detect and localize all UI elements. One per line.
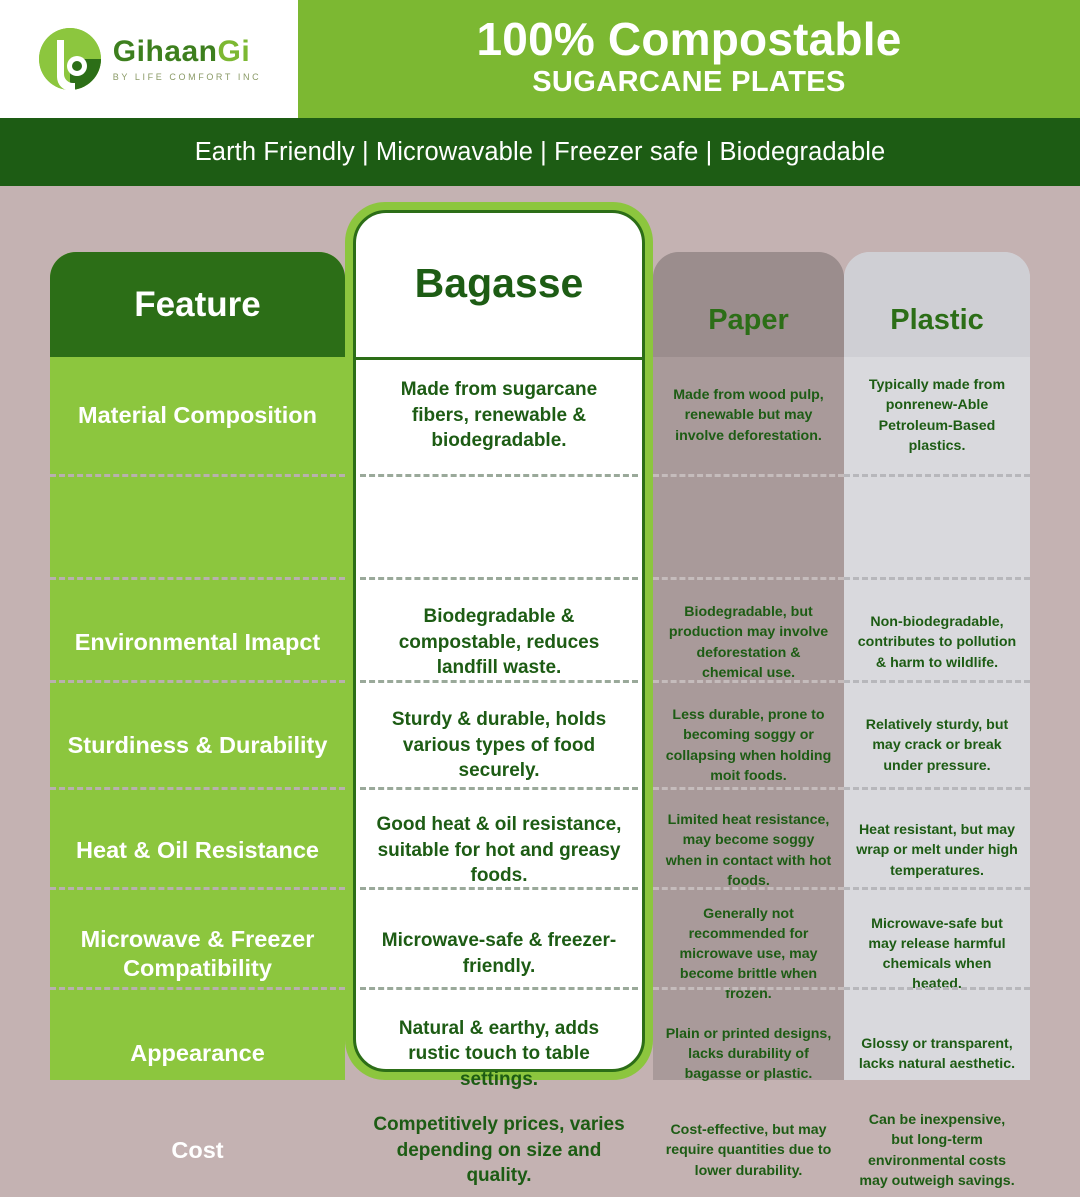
brand-name: [112, 34, 251, 68]
row-divider: [360, 577, 638, 580]
row-divider: [360, 680, 638, 683]
leaf-logo-icon: [37, 26, 103, 92]
row-divider: [360, 887, 638, 890]
cell-paper: Limited heat resistance, may become soggy when in contact with hot foods.: [665, 812, 832, 889]
cell-bagasse: Microwave-safe & freezer-friendly.: [381, 930, 617, 977]
header-band: [0, 0, 1080, 118]
row-divider: [653, 987, 844, 990]
column-header-feature: [50, 252, 345, 357]
row-divider: [844, 474, 1030, 477]
header-title: 100% Compostable: [476, 13, 902, 66]
cell-paper: Biodegradable, but production may involve deforestation & chemical use.: [668, 604, 829, 681]
row-label: Microwave & Freezer Compatibility: [80, 925, 315, 981]
column-header-bagasse-label: Bagasse: [414, 260, 584, 306]
row-divider: [653, 787, 844, 790]
cell-plastic: Can be inexpensive, but long-term environmental costs may outweigh savings.: [859, 1112, 1015, 1189]
cell-bagasse: Sturdy & durable, holds various types of food securely.: [391, 709, 607, 782]
feature-banner: [0, 118, 1080, 186]
row-divider: [653, 474, 844, 477]
cell-bagasse: Made from sugarcane fibers, renewable & biodegradable.: [400, 379, 598, 452]
brand-name-part1: Gihaan: [112, 34, 218, 68]
table-rows: [0, 357, 1080, 1189]
header-titles: [298, 0, 1080, 118]
row-divider: [653, 680, 844, 683]
row-divider: [50, 987, 345, 990]
row-label: Material Composition: [78, 401, 317, 428]
cell-paper: Cost-effective, but may require quantities due to lower durability.: [665, 1122, 832, 1179]
cell-plastic: Typically made from ponrenew-Able Petroleum-Based plastics.: [868, 377, 1006, 454]
row-label: Sturdiness & Durability: [67, 731, 328, 758]
cell-paper: Plain or printed designs, lacks durability of bagasse or plastic.: [665, 1025, 832, 1083]
row-divider: [844, 987, 1030, 990]
row-divider: [844, 887, 1030, 890]
header-subtitle: SUGARCANE PLATES: [532, 65, 846, 98]
brand-tagline: BY LIFE COMFORT INC: [112, 71, 262, 82]
row-divider: [50, 474, 345, 477]
cell-bagasse: Biodegradable & compostable, reduces landfill waste.: [398, 606, 600, 679]
row-divider: [844, 577, 1030, 580]
row-divider: [653, 887, 844, 890]
row-label: Heat & Oil Resistance: [76, 836, 319, 863]
brand-name-part2: Gi: [217, 34, 251, 68]
row-divider: [360, 987, 638, 990]
cell-paper: Made from wood pulp, renewable but may involve deforestation.: [673, 387, 824, 444]
column-header-paper-label: Paper: [708, 304, 789, 336]
column-header-plastic-label: Plastic: [890, 304, 984, 336]
brand-logo: [0, 0, 298, 118]
row-divider: [50, 887, 345, 890]
row-label: Appearance: [130, 1040, 265, 1067]
column-header-feature-label: Feature: [134, 284, 261, 324]
cell-plastic: Heat resistant, but may wrap or melt under high temperatures.: [856, 822, 1018, 879]
cell-bagasse: Good heat & oil resistance, suitable for hot and greasy foods.: [376, 814, 622, 887]
row-divider: [50, 787, 345, 790]
row-divider: [360, 787, 638, 790]
feature-banner-text: Earth Friendly | Microwavable | Freezer safe | Biodegradable: [194, 137, 886, 166]
cell-paper: Generally not recommended for microwave use, may become brittle when frozen.: [679, 905, 818, 1003]
cell-bagasse: Competitively prices, varies depending on size and quality.: [373, 1114, 625, 1187]
row-divider: [653, 577, 844, 580]
row-divider: [50, 577, 345, 580]
row-label: Cost: [171, 1136, 224, 1163]
row-label: Environmental Imapct: [74, 628, 321, 655]
row-divider: [50, 680, 345, 683]
row-divider: [844, 787, 1030, 790]
row-divider: [844, 680, 1030, 683]
column-header-bagasse: [353, 210, 645, 357]
row-divider: [360, 474, 638, 477]
cell-paper: Less durable, prone to becoming soggy or collapsing when holding moit foods.: [665, 707, 832, 784]
table-row: [0, 357, 1080, 474]
cell-plastic: Relatively sturdy, but may crack or break under pressure.: [865, 717, 1009, 774]
cell-bagasse: Natural & earthy, adds rustic touch to table settings.: [398, 1017, 600, 1090]
cell-plastic: Microwave-safe but may release harmful chemicals when heated.: [868, 915, 1006, 993]
cell-plastic: Non-biodegradable, contributes to pollution & harm to wildlife.: [857, 614, 1017, 671]
cell-plastic: Glossy or transparent, lacks natural aesthetic.: [858, 1035, 1016, 1072]
comparison-table: [0, 186, 1080, 1189]
